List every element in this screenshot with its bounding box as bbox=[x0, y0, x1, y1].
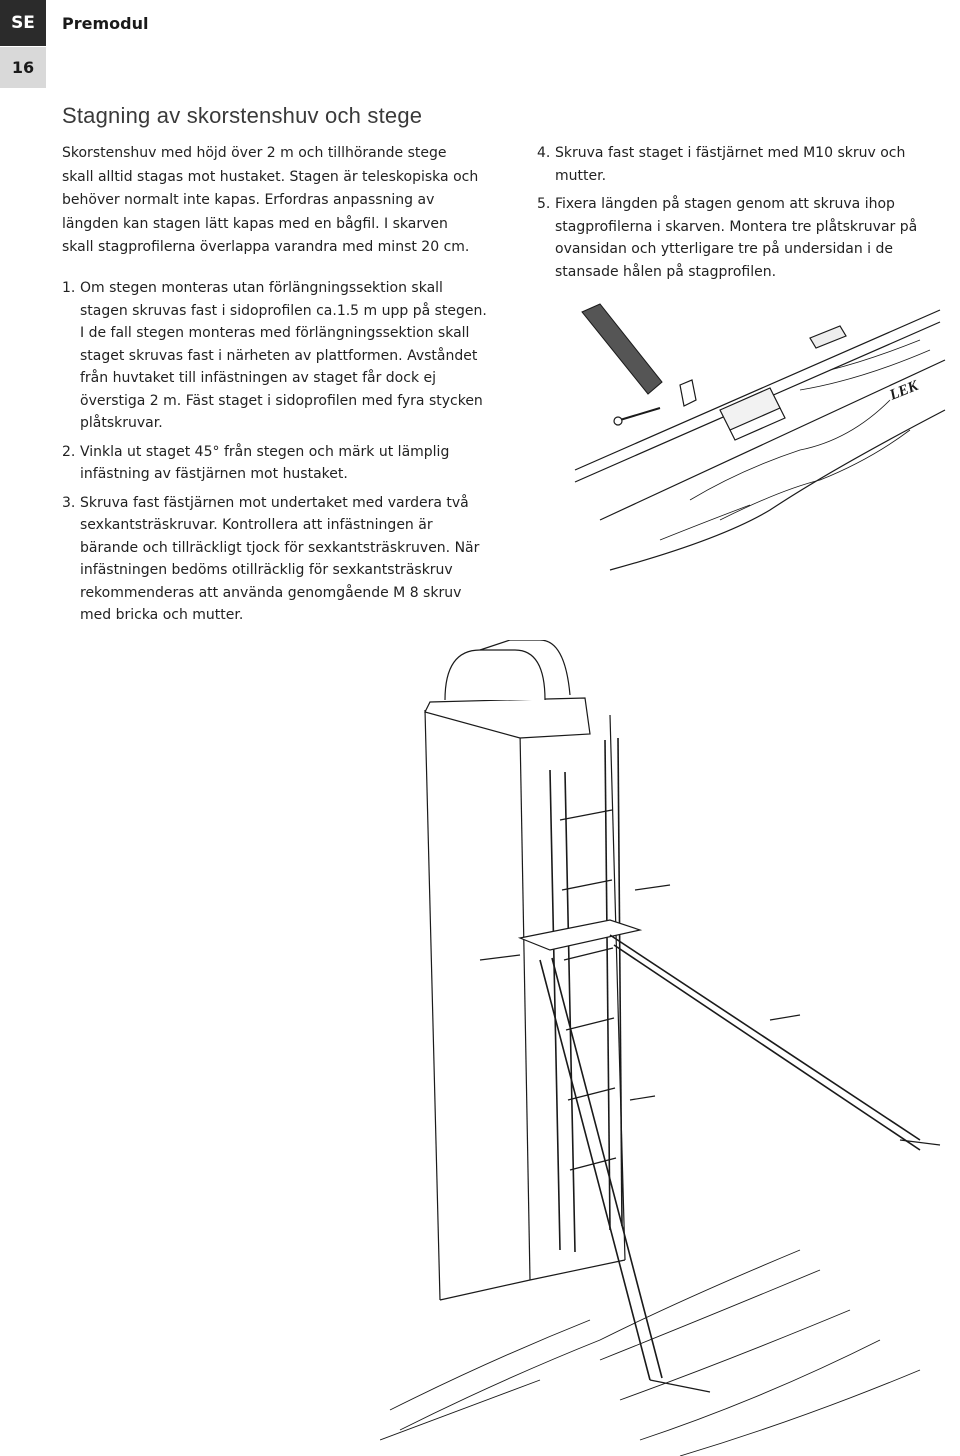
step-item bbox=[62, 277, 492, 435]
steps-list-right bbox=[537, 142, 947, 289]
roof-tiles bbox=[380, 1250, 920, 1456]
step-item bbox=[537, 193, 947, 283]
steps-list-left bbox=[62, 277, 492, 633]
step-text: Vinkla ut staget 45° från stegen och märk ut lämplig infästning av fästjärnen mot hustaket. bbox=[80, 443, 450, 482]
page-number bbox=[0, 47, 46, 88]
stay-profile bbox=[582, 304, 662, 394]
roof-edge-line bbox=[575, 310, 940, 470]
step-item bbox=[62, 441, 492, 486]
step-text: Skruva fast staget i fästjärnet med M10 skruv och mutter. bbox=[555, 145, 906, 184]
step-number: 5. bbox=[537, 196, 551, 212]
step-number: 3. bbox=[62, 494, 76, 511]
step-number: 2. bbox=[62, 443, 76, 460]
page-number-text: 16 bbox=[11, 58, 35, 77]
ladder-rail-right bbox=[605, 740, 610, 1230]
section-heading: Stagning av skorstenshuv och stege bbox=[62, 103, 423, 128]
step-item bbox=[537, 142, 947, 187]
module-title: Premodul bbox=[62, 14, 149, 33]
chimney-ladder-stay-illustration bbox=[380, 640, 960, 1456]
step-text: Om stegen monteras utan förlängningssektion skall stagen skruvas fast i sidoprofilen ca.1.5 m upp på stegen. I de fall stegen monteras med förlängningssektion skall staget skruvas fast i närheten av plattformen. Avståndet från huvtaket till infästningen av staget får dock ej överstiga 2 m. Fäst staget i sidoprofilen med fyra stycken plåtskruvar. bbox=[80, 280, 487, 431]
intro-paragraph: Skorstenshuv med höjd över 2 m och tillhörande stege skall alltid stagas mot hustaket. Stagen är teleskopiska och behöver normalt inte kapas. Erfordras anpassning av längden kan stagen lätt kapas med en bågfil. I skarven skall stagprofilerna överlappa varandra med minst 20 cm. bbox=[62, 145, 479, 255]
step-text: Skruva fast fästjärnen mot undertaket med vardera två sexkantsträskruvar. Kontrollera att infästningen är bärande och tillräckligt tjock för sexkantsträskruven. När infästningen bedöms otillräcklig för sexkantsträskruv rekommenderas att använda genomgående M 8 skruv med bricka och mutter. bbox=[80, 494, 480, 623]
step-number: 4. bbox=[537, 145, 551, 161]
step-item bbox=[62, 492, 492, 627]
language-code: SE bbox=[11, 13, 35, 33]
stay-upper bbox=[610, 935, 920, 1140]
hood-arch bbox=[445, 650, 545, 700]
ladder-platform bbox=[520, 920, 640, 950]
roof-bracket-detail-illustration bbox=[570, 290, 950, 580]
chimney-left-edge bbox=[425, 710, 440, 1300]
hood-cap bbox=[425, 698, 590, 738]
step-text: Fixera längden på stagen genom att skruva ihop stagprofilerna i skarven. Montera tre plåtskruvar på ovansidan och ytterligare tre på undersidan i de stansade hålen på stagprofilen. bbox=[555, 196, 918, 280]
batten-label: LEK bbox=[887, 377, 921, 404]
ladder-rail-left bbox=[550, 770, 560, 1250]
language-badge bbox=[0, 0, 46, 46]
step-number: 1. bbox=[62, 280, 76, 296]
